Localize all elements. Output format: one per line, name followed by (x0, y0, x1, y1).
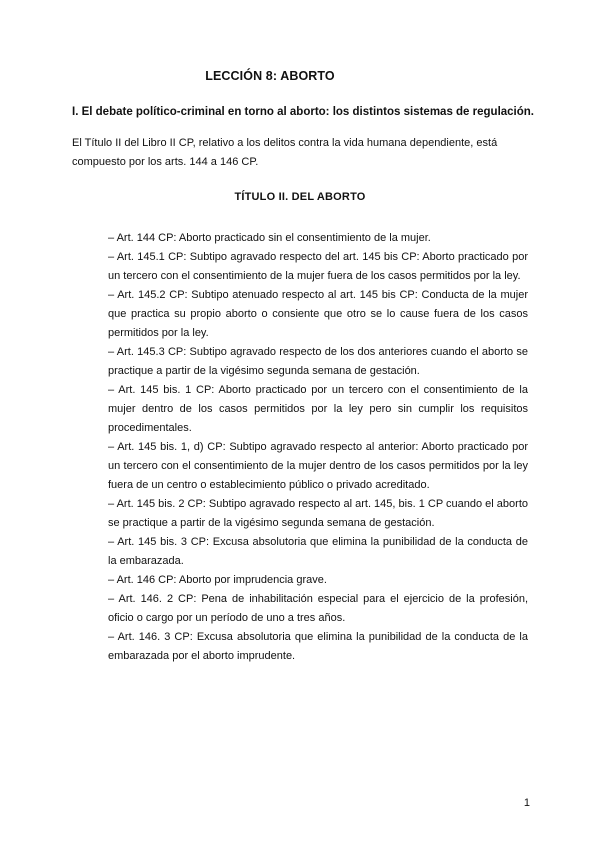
article-item: – Art. 145 bis. 1 CP: Aborto practicado por un tercero con el consentimiento de la mujer dentro de los casos permitidos por la ley pero sin cumplir los requisitos procedimentales. (108, 384, 528, 434)
page-number: 1 (523, 797, 530, 809)
article-item: – Art. 146. 2 CP: Pena de inhabilitación especial para el ejercicio de la profesión, oficio o cargo por un período de uno a tres años. (108, 593, 528, 624)
article-item: – Art. 146. 3 CP: Excusa absolutoria que elimina la punibilidad de la conducta de la embarazada por el aborto imprudente. (108, 631, 528, 662)
lesson-title: LECCIÓN 8: ABORTO (205, 69, 335, 83)
section-heading: I. El debate político-criminal en torno al aborto: los distintos sistemas de regulación. (72, 106, 534, 118)
article-item: – Art. 144 CP: Aborto practicado sin el consentimiento de la mujer. (108, 232, 431, 244)
titulo-heading: TÍTULO II. DEL ABORTO (234, 191, 366, 203)
intro-paragraph: El Título II del Libro II CP, relativo a los delitos contra la vida humana dependiente, está compuesto por los arts. 144 a 146 CP. (72, 137, 498, 168)
article-item: – Art. 145.1 CP: Subtipo agravado respecto del art. 145 bis CP: Aborto practicado por un tercero con el consentimiento de la mujer fuera de los casos permitidos por la ley. (108, 251, 528, 282)
article-list (108, 229, 528, 666)
article-item: – Art. 145 bis. 3 CP: Excusa absolutoria que elimina la punibilidad de la conducta de la embarazada. (108, 536, 528, 567)
article-item: – Art. 145.2 CP: Subtipo atenuado respecto al art. 145 bis CP: Conducta de la mujer que practica su propio aborto o consiente que otro se lo cause fuera de los casos permitidos por la ley. (108, 289, 528, 339)
article-item: – Art. 145.3 CP: Subtipo agravado respecto de los dos anteriores cuando el aborto se practique a partir de la vigésimo segunda semana de gestación. (108, 346, 528, 377)
article-item: – Art. 146 CP: Aborto por imprudencia grave. (108, 574, 327, 586)
article-item: – Art. 145 bis. 1, d) CP: Subtipo agravado respecto al anterior: Aborto practicado por un tercero con el consentimiento de la mujer dentro de los casos permitidos por la ley fuera de un centro o establecimiento público o privado acreditado. (108, 441, 528, 491)
article-item: – Art. 145 bis. 2 CP: Subtipo agravado respecto al art. 145, bis. 1 CP cuando el aborto se practique a partir de la vigésimo segunda semana de gestación. (108, 498, 528, 529)
